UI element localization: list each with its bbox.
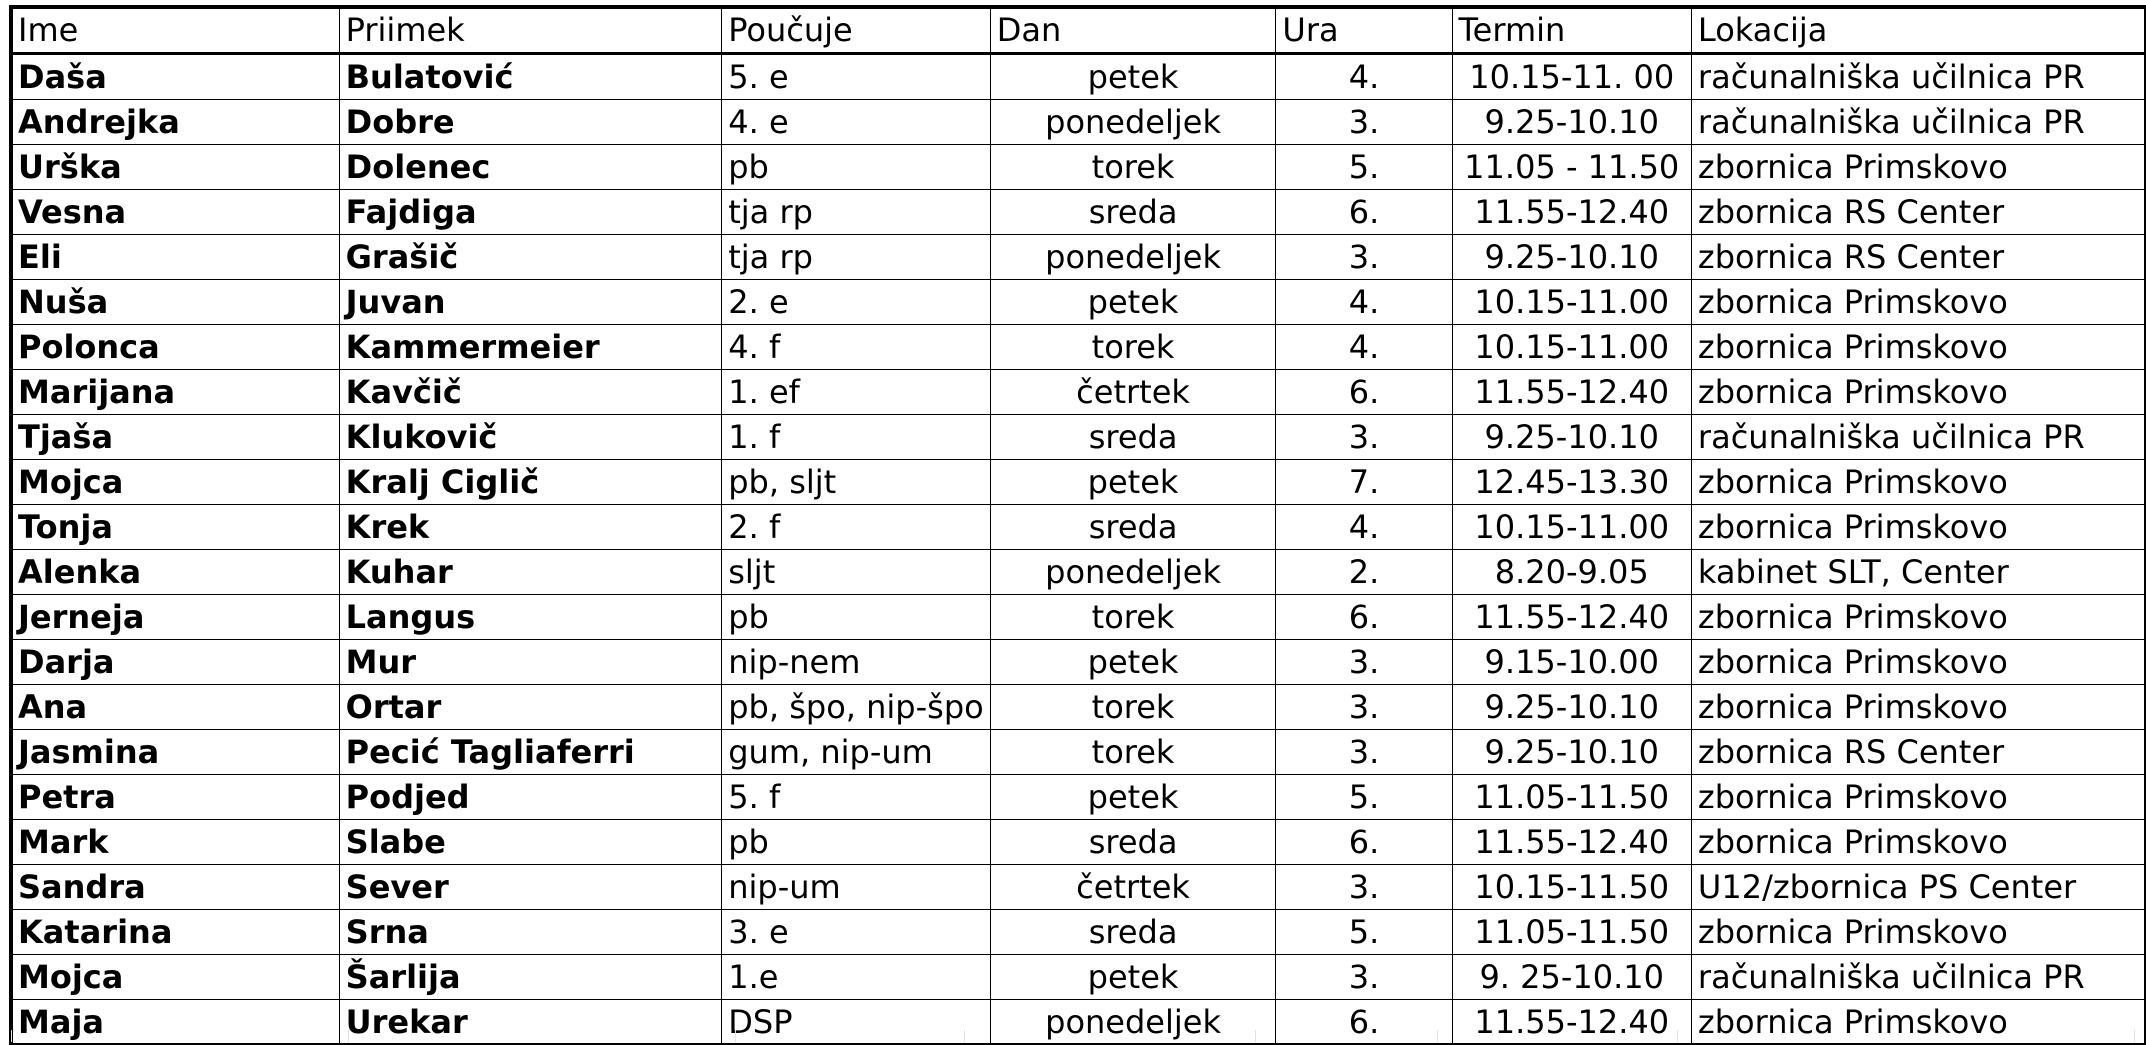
- cell-ime[interactable]: Eli: [12, 235, 340, 280]
- cell-ura[interactable]: 3.: [1276, 730, 1452, 775]
- cell-lokacija[interactable]: zbornica Primskovo: [1691, 685, 2145, 730]
- table-row: [12, 190, 2146, 235]
- cell-dan[interactable]: torek: [990, 145, 1276, 190]
- table-row: [12, 910, 2146, 955]
- cell-ime[interactable]: Marijana: [12, 370, 340, 415]
- cell-termin[interactable]: 11.05 - 11.50: [1452, 145, 1691, 190]
- cell-lokacija[interactable]: računalniška učilnica PR: [1691, 54, 2145, 100]
- cell-priimek[interactable]: Podjed: [339, 775, 722, 820]
- table-row: [12, 235, 2146, 280]
- cell-poucuje[interactable]: pb, špo, nip-špo: [722, 685, 990, 730]
- cell-poucuje[interactable]: pb: [722, 595, 990, 640]
- cell-lokacija[interactable]: računalniška učilnica PR: [1691, 100, 2145, 145]
- table-row: [12, 145, 2146, 190]
- cell-poucuje[interactable]: tja rp: [722, 235, 990, 280]
- cell-poucuje[interactable]: nip-nem: [722, 640, 990, 685]
- cell-dan[interactable]: ponedeljek: [990, 100, 1276, 145]
- cell-dan[interactable]: sreda: [990, 505, 1276, 550]
- cell-priimek[interactable]: Mur: [339, 640, 722, 685]
- cell-ura[interactable]: 5.: [1276, 775, 1452, 820]
- cell-poucuje[interactable]: 1. ef: [722, 370, 990, 415]
- cell-lokacija[interactable]: zbornica Primskovo: [1691, 820, 2145, 865]
- cell-lokacija[interactable]: zbornica Primskovo: [1691, 460, 2145, 505]
- cell-poucuje[interactable]: 4. f: [722, 325, 990, 370]
- cell-dan[interactable]: ponedeljek: [990, 235, 1276, 280]
- cell-ime[interactable]: Mojca: [12, 955, 340, 1000]
- cell-ura[interactable]: 3.: [1276, 865, 1452, 910]
- cell-ime[interactable]: Ana: [12, 685, 340, 730]
- cell-ime[interactable]: Daša: [12, 54, 340, 100]
- cell-poucuje[interactable]: gum, nip-um: [722, 730, 990, 775]
- cell-ime[interactable]: Tonja: [12, 505, 340, 550]
- cell-lokacija[interactable]: zbornica RS Center: [1691, 190, 2145, 235]
- cell-priimek[interactable]: Kammermeier: [339, 325, 722, 370]
- cell-lokacija[interactable]: zbornica Primskovo: [1691, 640, 2145, 685]
- cell-termin[interactable]: 11.05-11.50: [1452, 910, 1691, 955]
- table-row: [12, 54, 2146, 100]
- table-row: [12, 865, 2146, 910]
- cell-poucuje[interactable]: 5. e: [722, 54, 990, 100]
- cell-lokacija[interactable]: zbornica Primskovo: [1691, 1000, 2145, 1045]
- header-termin[interactable]: Termin: [1452, 8, 1691, 54]
- cell-dan[interactable]: sreda: [990, 820, 1276, 865]
- cell-poucuje[interactable]: 3. e: [722, 910, 990, 955]
- cell-priimek[interactable]: Slabe: [339, 820, 722, 865]
- table-row: [12, 730, 2146, 775]
- cell-termin[interactable]: 11.55-12.40: [1452, 595, 1691, 640]
- table-row: [12, 640, 2146, 685]
- cell-priimek[interactable]: Kuhar: [339, 550, 722, 595]
- cell-ime[interactable]: Jasmina: [12, 730, 340, 775]
- table-row: [12, 370, 2146, 415]
- cell-ime[interactable]: Petra: [12, 775, 340, 820]
- cell-priimek[interactable]: Ortar: [339, 685, 722, 730]
- cell-ura[interactable]: 4.: [1276, 505, 1452, 550]
- cell-poucuje[interactable]: pb: [722, 145, 990, 190]
- table-row: [12, 415, 2146, 460]
- cell-termin[interactable]: 11.55-12.40: [1452, 370, 1691, 415]
- cell-termin[interactable]: 12.45-13.30: [1452, 460, 1691, 505]
- cell-priimek[interactable]: Fajdiga: [339, 190, 722, 235]
- cell-dan[interactable]: torek: [990, 685, 1276, 730]
- cell-dan[interactable]: ponedeljek: [990, 550, 1276, 595]
- cell-termin[interactable]: 11.55-12.40: [1452, 820, 1691, 865]
- cell-ime[interactable]: Mojca: [12, 460, 340, 505]
- cell-lokacija[interactable]: zbornica Primskovo: [1691, 595, 2145, 640]
- cell-ura[interactable]: 4.: [1276, 54, 1452, 100]
- cell-termin[interactable]: 10.15-11.00: [1452, 505, 1691, 550]
- cell-poucuje[interactable]: 1. f: [722, 415, 990, 460]
- cell-dan[interactable]: petek: [990, 460, 1276, 505]
- header-poucuje[interactable]: Poučuje: [722, 8, 990, 54]
- cell-termin[interactable]: 9.25-10.10: [1452, 685, 1691, 730]
- cell-lokacija[interactable]: zbornica Primskovo: [1691, 325, 2145, 370]
- cell-priimek[interactable]: Pecić Tagliaferri: [339, 730, 722, 775]
- cell-ime[interactable]: Jerneja: [12, 595, 340, 640]
- header-ura[interactable]: Ura: [1276, 8, 1452, 54]
- cell-poucuje[interactable]: pb, sljt: [722, 460, 990, 505]
- cell-ime[interactable]: Vesna: [12, 190, 340, 235]
- cell-priimek[interactable]: Dobre: [339, 100, 722, 145]
- cell-dan[interactable]: petek: [990, 54, 1276, 100]
- cell-priimek[interactable]: Langus: [339, 595, 722, 640]
- header-dan[interactable]: Dan: [990, 8, 1276, 54]
- cell-poucuje[interactable]: DSP: [722, 1000, 990, 1045]
- table-row: [12, 325, 2146, 370]
- cell-termin[interactable]: 9. 25-10.10: [1452, 955, 1691, 1000]
- cell-lokacija[interactable]: U12/zbornica PS Center: [1691, 865, 2145, 910]
- cell-ura[interactable]: 3.: [1276, 100, 1452, 145]
- cell-priimek[interactable]: Dolenec: [339, 145, 722, 190]
- cell-ura[interactable]: 6.: [1276, 820, 1452, 865]
- cell-ime[interactable]: Tjaša: [12, 415, 340, 460]
- cell-priimek[interactable]: Bulatović: [339, 54, 722, 100]
- cell-ura[interactable]: 4.: [1276, 280, 1452, 325]
- cell-termin[interactable]: 9.25-10.10: [1452, 730, 1691, 775]
- cell-ime[interactable]: Maja: [12, 1000, 340, 1045]
- cell-dan[interactable]: petek: [990, 955, 1276, 1000]
- cell-ime[interactable]: Mark: [12, 820, 340, 865]
- cell-termin[interactable]: 11.55-12.40: [1452, 1000, 1691, 1045]
- table-row: [12, 460, 2146, 505]
- cell-termin[interactable]: 9.25-10.10: [1452, 235, 1691, 280]
- cell-dan[interactable]: petek: [990, 775, 1276, 820]
- table-row: [12, 775, 2146, 820]
- cell-lokacija[interactable]: zbornica RS Center: [1691, 235, 2145, 280]
- cell-termin[interactable]: 10.15-11.00: [1452, 325, 1691, 370]
- cell-ime[interactable]: Andrejka: [12, 100, 340, 145]
- cell-priimek[interactable]: Grašič: [339, 235, 722, 280]
- cell-ura[interactable]: 3.: [1276, 235, 1452, 280]
- cell-dan[interactable]: torek: [990, 325, 1276, 370]
- cell-dan[interactable]: sreda: [990, 910, 1276, 955]
- cell-ura[interactable]: 5.: [1276, 145, 1452, 190]
- cell-poucuje[interactable]: 4. e: [722, 100, 990, 145]
- cell-lokacija[interactable]: zbornica Primskovo: [1691, 775, 2145, 820]
- cell-lokacija[interactable]: zbornica Primskovo: [1691, 910, 2145, 955]
- cell-ime[interactable]: Alenka: [12, 550, 340, 595]
- cell-ime[interactable]: Nuša: [12, 280, 340, 325]
- cell-poucuje[interactable]: pb: [722, 820, 990, 865]
- cell-ura[interactable]: 7.: [1276, 460, 1452, 505]
- cell-lokacija[interactable]: računalniška učilnica PR: [1691, 955, 2145, 1000]
- table-row: [12, 550, 2146, 595]
- cell-ura[interactable]: 3.: [1276, 685, 1452, 730]
- cell-ura[interactable]: 3.: [1276, 415, 1452, 460]
- cell-ura[interactable]: 4.: [1276, 325, 1452, 370]
- cell-ura[interactable]: 6.: [1276, 1000, 1452, 1045]
- cell-dan[interactable]: torek: [990, 595, 1276, 640]
- table-row: [12, 955, 2146, 1000]
- cell-termin[interactable]: 10.15-11.00: [1452, 280, 1691, 325]
- cell-priimek[interactable]: Šarlija: [339, 955, 722, 1000]
- cell-ime[interactable]: Katarina: [12, 910, 340, 955]
- cell-termin[interactable]: 11.55-12.40: [1452, 190, 1691, 235]
- table-row: [12, 505, 2146, 550]
- cell-ura[interactable]: 3.: [1276, 640, 1452, 685]
- cell-dan[interactable]: četrtek: [990, 865, 1276, 910]
- cell-poucuje[interactable]: sljt: [722, 550, 990, 595]
- table-row: [12, 100, 2146, 145]
- cell-poucuje[interactable]: nip-um: [722, 865, 990, 910]
- cell-termin[interactable]: 10.15-11. 00: [1452, 54, 1691, 100]
- cell-termin[interactable]: 9.15-10.00: [1452, 640, 1691, 685]
- table-row: [12, 820, 2146, 865]
- schedule-table: [11, 7, 2146, 1045]
- cell-lokacija[interactable]: računalniška učilnica PR: [1691, 415, 2145, 460]
- cell-priimek[interactable]: Srna: [339, 910, 722, 955]
- empty-row-gridlines: [11, 1030, 2137, 1042]
- cell-poucuje[interactable]: 5. f: [722, 775, 990, 820]
- cell-dan[interactable]: sreda: [990, 415, 1276, 460]
- header-row: [12, 8, 2146, 54]
- cell-dan[interactable]: petek: [990, 280, 1276, 325]
- cell-dan[interactable]: petek: [990, 640, 1276, 685]
- cell-ime[interactable]: Sandra: [12, 865, 340, 910]
- cell-lokacija[interactable]: zbornica Primskovo: [1691, 370, 2145, 415]
- cell-dan[interactable]: četrtek: [990, 370, 1276, 415]
- cell-ura[interactable]: 6.: [1276, 190, 1452, 235]
- cell-ura[interactable]: 3.: [1276, 955, 1452, 1000]
- cell-ura[interactable]: 6.: [1276, 370, 1452, 415]
- cell-priimek[interactable]: Juvan: [339, 280, 722, 325]
- cell-ime[interactable]: Darja: [12, 640, 340, 685]
- table-row: [12, 280, 2146, 325]
- cell-lokacija[interactable]: kabinet SLT, Center: [1691, 550, 2145, 595]
- cell-lokacija[interactable]: zbornica Primskovo: [1691, 280, 2145, 325]
- cell-ime[interactable]: Polonca: [12, 325, 340, 370]
- cell-termin[interactable]: 8.20-9.05: [1452, 550, 1691, 595]
- spreadsheet: [11, 7, 2146, 1045]
- header-priimek[interactable]: Priimek: [339, 8, 722, 54]
- cell-lokacija[interactable]: zbornica RS Center: [1691, 730, 2145, 775]
- header-lokacija[interactable]: Lokacija: [1691, 8, 2145, 54]
- cell-priimek[interactable]: Krek: [339, 505, 722, 550]
- cell-poucuje[interactable]: 2. e: [722, 280, 990, 325]
- cell-ime[interactable]: Urška: [12, 145, 340, 190]
- cell-poucuje[interactable]: 1.e: [722, 955, 990, 1000]
- table-row: [12, 595, 2146, 640]
- cell-priimek[interactable]: Kralj Ciglič: [339, 460, 722, 505]
- cell-ura[interactable]: 2.: [1276, 550, 1452, 595]
- table-row: [12, 685, 2146, 730]
- cell-dan[interactable]: ponedeljek: [990, 1000, 1276, 1045]
- cell-dan[interactable]: torek: [990, 730, 1276, 775]
- cell-termin[interactable]: 11.05-11.50: [1452, 775, 1691, 820]
- cell-priimek[interactable]: Sever: [339, 865, 722, 910]
- cell-priimek[interactable]: Urekar: [339, 1000, 722, 1045]
- cell-ura[interactable]: 6.: [1276, 595, 1452, 640]
- cell-poucuje[interactable]: 2. f: [722, 505, 990, 550]
- cell-dan[interactable]: sreda: [990, 190, 1276, 235]
- cell-poucuje[interactable]: tja rp: [722, 190, 990, 235]
- cell-lokacija[interactable]: zbornica Primskovo: [1691, 505, 2145, 550]
- header-ime[interactable]: Ime: [12, 8, 340, 54]
- cell-termin[interactable]: 10.15-11.50: [1452, 865, 1691, 910]
- cell-termin[interactable]: 9.25-10.10: [1452, 100, 1691, 145]
- cell-ura[interactable]: 5.: [1276, 910, 1452, 955]
- cell-priimek[interactable]: Kavčič: [339, 370, 722, 415]
- cell-termin[interactable]: 9.25-10.10: [1452, 415, 1691, 460]
- cell-lokacija[interactable]: zbornica Primskovo: [1691, 145, 2145, 190]
- cell-priimek[interactable]: Klukovič: [339, 415, 722, 460]
